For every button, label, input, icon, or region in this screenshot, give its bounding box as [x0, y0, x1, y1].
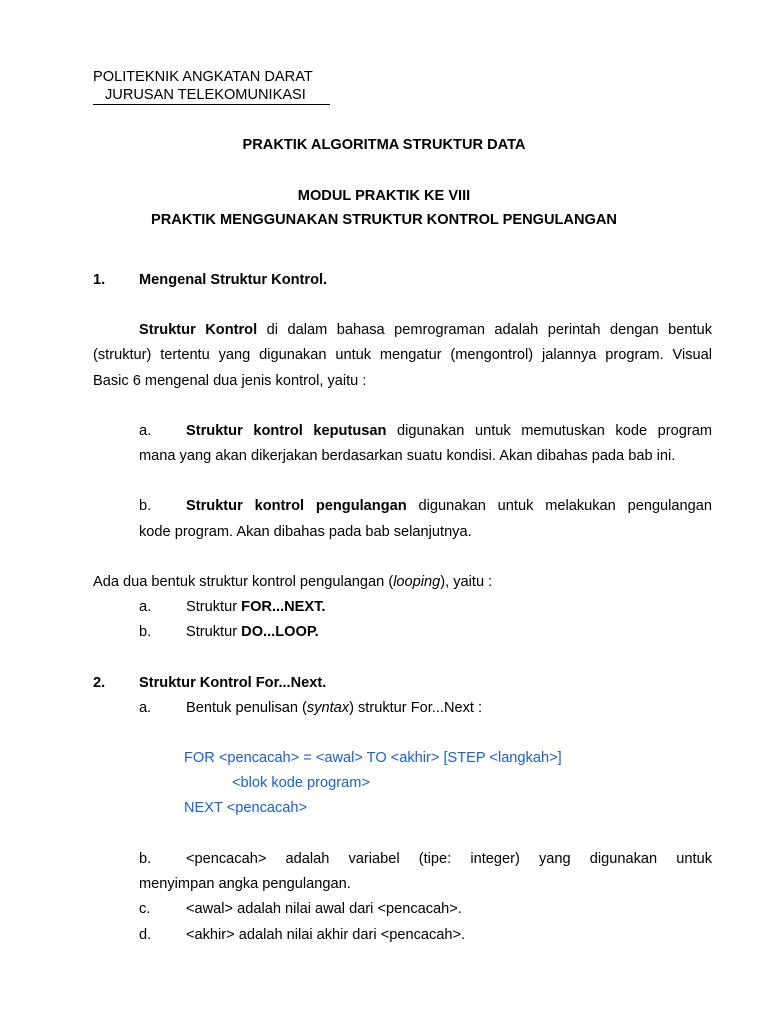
loop-type-for-next: Struktur FOR...NEXT.	[186, 599, 326, 615]
course-title: PRAKTIK ALGORITMA STRUKTUR DATA	[242, 137, 526, 153]
list-item-letter: b.	[139, 498, 152, 514]
list-item-a-line-2: mana yang akan dikerjakan berdasarkan suatu kondisi. Akan dibahas pada bab ini.	[139, 448, 676, 464]
section-1-paragraph-line-2: (struktur) tertentu yang digunakan untuk mengatur (mengontrol) jalannya program. Visual	[93, 347, 712, 363]
pencacah-definition-line-1: <pencacah> adalah variabel (tipe: integer) yang digunakan untuk	[186, 851, 712, 867]
code-line-block: <blok kode program>	[232, 775, 370, 791]
section-2-number: 2.	[93, 675, 106, 691]
section-1-paragraph-line-1: Struktur Kontrol di dalam bahasa pemrograman adalah perintah dengan bentuk	[139, 322, 712, 338]
list-item-letter: a.	[139, 700, 152, 716]
looping-intro: Ada dua bentuk struktur kontrol pengulangan (looping), yaitu :	[93, 574, 493, 590]
section-1-number: 1.	[93, 272, 106, 288]
section-1-paragraph-line-3: Basic 6 mengenal dua jenis kontrol, yaitu :	[93, 373, 367, 389]
list-item-a-line-1: Struktur kontrol keputusan digunakan untuk memutuskan kode program	[186, 423, 712, 439]
list-item-letter: a.	[139, 423, 152, 439]
code-line-next: NEXT <pencacah>	[184, 800, 308, 816]
list-item-letter: a.	[139, 599, 152, 615]
list-item-letter: b.	[139, 624, 152, 640]
topic-title: PRAKTIK MENGGUNAKAN STRUKTUR KONTROL PENGULANGAN	[151, 212, 617, 228]
department-name: JURUSAN TELEKOMUNIKASI	[105, 87, 306, 103]
list-item-letter: b.	[139, 851, 152, 867]
awal-definition: <awal> adalah nilai awal dari <pencacah>.	[186, 901, 462, 917]
list-item-letter: d.	[139, 927, 152, 943]
loop-type-do-loop: Struktur DO...LOOP.	[186, 624, 319, 640]
akhir-definition: <akhir> adalah nilai akhir dari <pencacah>.	[186, 927, 466, 943]
section-1-heading: Mengenal Struktur Kontrol.	[139, 272, 328, 288]
code-line-for: FOR <pencacah> = <awal> TO <akhir> [STEP <langkah>]	[184, 750, 562, 766]
struktur-kontrol-term: Struktur Kontrol	[139, 322, 258, 338]
institution-name: POLITEKNIK ANGKATAN DARAT	[93, 69, 313, 85]
pencacah-definition-line-2: menyimpan angka pengulangan.	[139, 876, 351, 892]
section-2-heading: Struktur Kontrol For...Next.	[139, 675, 327, 691]
syntax-intro: Bentuk penulisan (syntax) struktur For...Next :	[186, 700, 483, 716]
list-item-b-line-1: Struktur kontrol pengulangan digunakan untuk melakukan pengulangan	[186, 498, 712, 514]
list-item-b-line-2: kode program. Akan dibahas pada bab selanjutnya.	[139, 524, 472, 540]
module-title: MODUL PRAKTIK KE VIII	[297, 188, 471, 204]
header-underline	[93, 104, 330, 105]
list-item-letter: c.	[139, 901, 151, 917]
